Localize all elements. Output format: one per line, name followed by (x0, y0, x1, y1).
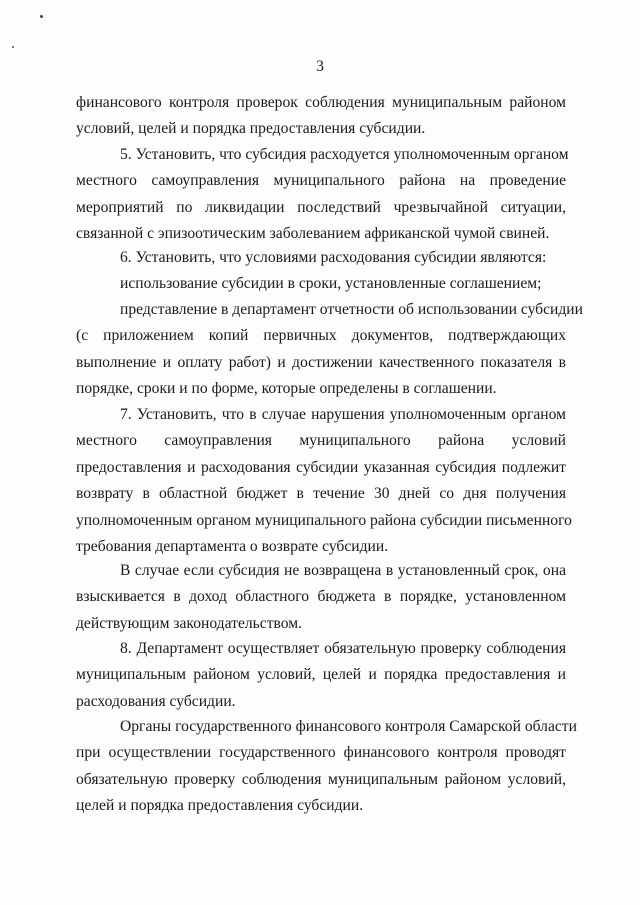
text-line: возврату в областной бюджет в течение 30 дней со дня получения (76, 485, 566, 503)
text-line: 6. Установить, что условиями расходования субсидии являются: (120, 249, 547, 266)
paragraph-7-refund (76, 558, 566, 637)
paragraph-5 (76, 142, 569, 248)
text-line: использование субсидии в сроки, установленные соглашением; (120, 275, 542, 292)
text-line: мероприятий по ликвидации последствий чрезвычайной ситуации, (76, 198, 566, 216)
paragraph-9 (76, 714, 577, 820)
scan-speck (40, 15, 43, 18)
paragraph-7 (76, 402, 572, 560)
page-number: 3 (316, 58, 324, 75)
text-line: финансового контроля проверок соблюдения муниципальным районом (76, 94, 566, 111)
text-line: связанной с эпизоотическим заболеванием африканской чумой свиней. (76, 225, 550, 243)
text-line: действующим законодательством. (76, 614, 303, 632)
text-line: В случае если субсидия не возвращена в установленный срок, она (120, 562, 566, 579)
text-line: представление в департамент отчетности об использовании субсидии (120, 301, 583, 318)
text-line: местного самоуправления муниципального района на проведение (76, 172, 566, 190)
body-text (76, 90, 566, 143)
paragraph-continuation (76, 90, 566, 143)
text-line: 5. Установить, что субсидия расходуется уполномоченным органом (120, 146, 569, 163)
text-line: муниципальным районом условий, целей и порядка предоставления и (76, 666, 566, 684)
text-line: условий, целей и порядка предоставления субсидии. (76, 120, 426, 138)
text-line: взыскивается в доход областного бюджета в порядке, установленном (76, 588, 566, 606)
text-line: порядке, сроки и по форме, которые определены в соглашении. (76, 380, 497, 398)
text-line: расходования субсидии. (76, 692, 236, 710)
text-line: выполнение и оплату работ) и достижении качественного показателя в (76, 353, 566, 371)
text-line: целей и порядка предоставления субсидии. (76, 797, 364, 815)
text-line: 7. Установить, что в случае нарушения уполномоченным органом (120, 406, 566, 423)
text-line: 8. Департамент осуществляет обязательную проверку соблюдения (120, 640, 566, 657)
text-line: местного самоуправления муниципального района условий (76, 432, 566, 450)
paragraph-8 (76, 636, 566, 715)
text-line: (с приложением копий первичных документов, подтверждающих (76, 327, 566, 345)
text-line: уполномоченным органом муниципального района субсидии письменного (76, 511, 572, 529)
text-line: при осуществлении государственного финансового контроля проводят (76, 744, 566, 762)
text-line: требования департамента о возврате субсидии. (76, 538, 389, 556)
text-line: предоставления и расходования субсидии указанная субсидия подлежит (76, 458, 566, 476)
text-line: обязательную проверку соблюдения муниципальным районом условий, (76, 770, 566, 788)
text-line: Органы государственного финансового контроля Самарской области (120, 718, 577, 735)
scan-speck (12, 46, 14, 48)
paragraph-6 (76, 245, 566, 271)
paragraph-6-item-1 (76, 271, 566, 297)
paragraph-6-item-2 (76, 297, 583, 403)
